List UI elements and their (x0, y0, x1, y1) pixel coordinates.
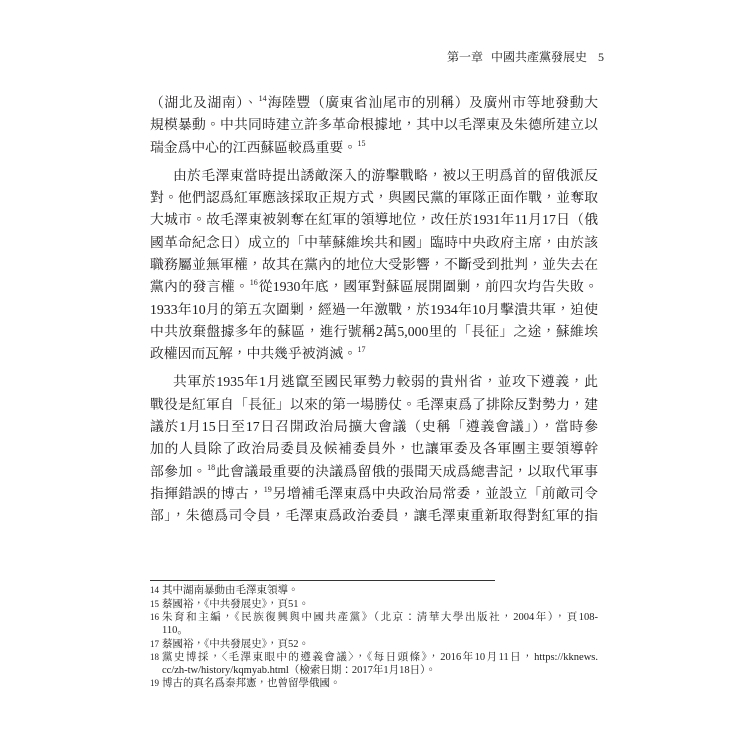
text-line (150, 483, 598, 505)
text-segment: 規模暴動。中共同時建立許多革命根據地，其中以毛澤東及朱德所建立以 (150, 117, 598, 133)
paragraph (150, 165, 598, 366)
text-segment: 由於毛澤東當時提出誘敵深入的游擊戰略，被以王明爲首的留俄派反 (173, 167, 598, 183)
footnote (150, 598, 598, 611)
text-line (150, 276, 598, 298)
text-segment: 瑞金爲中心的江西蘇區較爲重要。 (150, 139, 357, 155)
text-segment: 對。他們認爲紅軍應該採取正規方式，與國民黨的軍隊正面作戰，並奪取 (150, 189, 598, 205)
footnote-ref: 19 (263, 485, 272, 495)
text-line (150, 254, 598, 276)
footnote (150, 651, 598, 678)
footnote-text (162, 677, 598, 690)
footnote-number: 18 (150, 651, 159, 662)
text-line (150, 394, 598, 416)
footnote-ref: 15 (357, 138, 366, 148)
footnote-ref: 16 (249, 278, 258, 288)
footnotes (150, 584, 598, 690)
footnote-ref: 18 (207, 462, 216, 472)
text-line (150, 343, 598, 365)
text-segment: 大城市。故毛澤東被剝奪在紅軍的領導地位，改任於1931年11月17日（俄 (150, 212, 598, 228)
footnote-text (162, 598, 598, 611)
chapter-title: 中國共產黨發展史 (490, 50, 587, 64)
text-segment: 共軍於1935年1月逃竄至國民軍勢力較弱的貴州省，並攻下遵義，此 (173, 374, 598, 390)
footnote-line: 110。 (162, 625, 188, 637)
footnote-number: 16 (150, 611, 159, 622)
text-segment: 海陸豐（廣東省汕尾市的別稱）及廣州市等地發動大 (267, 95, 598, 110)
paragraph (150, 92, 598, 159)
text-segment: 職務屬並無軍權，故其在黨內的地位大受影響，不斷受到批判，並失去在 (150, 257, 598, 272)
footnote-line: 其中湖南暴動由毛澤東領導。 (162, 585, 299, 597)
footnote-number: 17 (150, 638, 159, 649)
footnote-text (162, 611, 598, 638)
text-segment: 國革命紀念日）成立的「中華蘇維埃共和國」臨時中央政府主席，由於該 (150, 234, 598, 250)
text-line (150, 209, 598, 231)
text-segment: 部」，朱德爲司令員，毛澤東爲政治委員，讓毛澤東重新取得對紅軍的指 (150, 508, 598, 524)
text-segment: 中共放棄盤據多年的蘇區，進行號稱2萬5,000里的「長征」之途，蘇維埃 (150, 324, 598, 340)
text-line (150, 137, 598, 159)
text-line (150, 505, 598, 527)
text-segment: 指揮錯誤的博古， (150, 486, 264, 502)
footnote-number: 15 (150, 598, 159, 609)
paragraph (150, 371, 598, 527)
text-line (150, 321, 598, 343)
page-number: 5 (598, 50, 604, 64)
text-segment: 另增補毛澤東爲中央政治局常委，並設立「前敵司令 (272, 486, 598, 502)
text-segment: 政權因而瓦解，中共幾乎被消滅。 (150, 346, 357, 362)
text-line (150, 114, 598, 136)
footnote (150, 638, 598, 651)
footnote (150, 677, 598, 690)
chapter-label: 第一章 (446, 50, 483, 64)
text-line (150, 92, 598, 114)
text-segment: （湖北及湖南）、 (150, 95, 259, 110)
footnote-line: 黨史博採，〈毛澤東眼中的遵義會議〉，《每日頭條》，2016年10月11日，https://kknews. (162, 651, 598, 663)
footnote-ref: 17 (357, 345, 366, 355)
footnote-number: 19 (150, 678, 159, 689)
text-segment: 1933年10月的第五次圍剿，經過一年激戰，於1934年10月擊潰共軍，迫使 (150, 301, 598, 317)
main-text (150, 92, 598, 528)
text-line (150, 371, 598, 393)
text-segment: 部參加。 (150, 463, 207, 479)
footnote-line: 博古的真名爲秦邦憲，也曾留學俄國。 (162, 678, 341, 690)
footnote (150, 584, 598, 597)
running-header (447, 50, 604, 64)
text-segment: 從1930年底，國軍對蘇區展開圍剿，前四次均告失敗。 (258, 279, 598, 295)
footnote-number: 14 (150, 585, 159, 596)
text-line (150, 416, 598, 438)
text-line (150, 165, 598, 187)
footnote-text (162, 638, 598, 651)
text-segment: 黨內的發言權。 (150, 279, 250, 295)
text-segment: 此會議最重要的決議爲留俄的張聞天成爲總書記，以取代軍事 (215, 463, 598, 479)
text-line (150, 461, 598, 483)
text-line (150, 232, 598, 254)
text-segment: 加的人員除了政治局委員及候補委員外，也讓軍委及各軍團主要領導幹 (150, 441, 598, 457)
footnote-ref: 14 (258, 94, 267, 103)
footnote-text (162, 584, 598, 597)
footnote-line: cc/zh-tw/history/kqmyab.html（檢索日期：2017年1月18日）。 (162, 665, 436, 677)
text-line (150, 438, 598, 460)
footnote (150, 611, 598, 638)
footnote-text (162, 651, 598, 678)
text-line (150, 299, 598, 321)
text-segment: 戰役是紅軍自「長征」以來的第一場勝仗。毛澤東爲了排除反對勢力，建 (150, 396, 598, 412)
text-segment: 議於1月15日至17日召開政治局擴大會議（史稱「遵義會議」），當時參 (150, 419, 598, 434)
footnote-line: 蔡國裕，《中共發展史》，頁51。 (162, 598, 309, 610)
footnote-line: 蔡國裕，《中共發展史》，頁52。 (162, 638, 309, 650)
text-line (150, 187, 598, 209)
footnote-line: 朱育和主編，《民族復興與中國共產黨》（北京：清華大學出版社，2004年），頁108- (162, 611, 598, 623)
footnote-separator (150, 580, 495, 581)
